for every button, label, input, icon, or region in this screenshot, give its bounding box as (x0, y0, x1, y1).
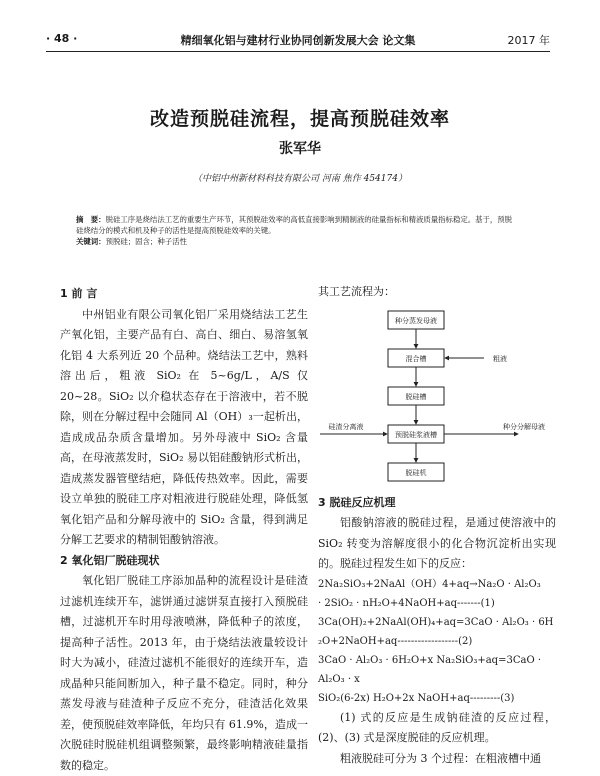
equation-line: 2Na₂SiO₃+2NaAl（OH）4+aq→Na₂O · Al₂O₃ (318, 578, 541, 590)
page-number: · 48 · (46, 32, 78, 45)
right-column (318, 282, 556, 769)
keywords: 预脱硅；固含；种子活性 (105, 237, 187, 246)
flow-intro: 其工艺流程为： (318, 285, 395, 298)
flow-label: 脱硅槽 (405, 392, 427, 401)
paragraph: 铝酸钠溶液的脱硅过程，是通过使溶液中的 SiO₂ 转变为溶解度很小的化合物沉淀析出实现的。脱硅过程发生如下的反应： (318, 516, 556, 570)
paragraph: 粗液脱硅可分为 3 个过程：在粗液槽中通 (340, 751, 541, 765)
page-header (46, 32, 550, 48)
conference-name: 精细氧化铝与建材行业协同创新发展大会 论文集 (180, 34, 416, 47)
author: 张军华 (279, 141, 321, 157)
header-rule (46, 51, 550, 52)
keywords-label: 关键词： (76, 237, 106, 246)
flow-label: 种分蒸发母液 (395, 316, 437, 325)
process-flow-diagram (318, 303, 556, 493)
left-column (60, 284, 308, 776)
equation-line: ₂O+2NaOH+aq------------------(2) (318, 635, 473, 647)
abstract (76, 214, 516, 247)
flow-output-label: 种分分解母液 (503, 422, 545, 431)
section-heading: 1 前 言 (60, 287, 98, 300)
affiliation: （中铝中州新材料科技有限公司 河南 焦作 454174） (193, 174, 407, 184)
paper-title: 改造预脱硅流程，提高预脱硅效率 (149, 108, 450, 130)
paragraph: 氧化铝厂脱硅工序添加晶种的流程设计是硅渣过滤机连续开车，滤饼通过滤饼泵直接打入预脱硅槽，过滤机开车时用母液喷淋，降低种子的浓度，提高种子活性。2013 年，由于烧结法液量较设计时大为减小，硅渣过滤机不能很好的连续开车，造成晶种只能间断加入，种子量不稳定。同时，种分蒸发母液与硅渣种子反应不充分，硅渣活化效果差，使预脱硅效率降低，年均只有 61.9%，造成一次脱硅时脱硅机组调整频繁，最终影响精液硅量指数的稳定。 (60, 574, 308, 772)
abstract-text: 脱硅工序是烧结法工艺的重要生产环节，其预脱硅效率的高低直接影响到精制液的硅量指标和精液质量指标稳定。基于，预脱硅烧结分的模式和机及种子的活性是提高预脱硅效率的关键。 (76, 215, 513, 235)
year: 2017 年 (507, 34, 550, 47)
equation-1 (318, 575, 556, 613)
equation-line: SiO₂(6-2x) H₂O+2x NaOH+aq---------(3) (318, 692, 515, 704)
paragraph: 中州铝业有限公司氧化铝厂采用烧结法工艺生产氧化铝，主要产品有白、高白、细白、易溶氢氧化铝 4 大系列近 20 个品种。烧结法工艺中，熟料溶出后，粗液 SiO₂ 在 5~6g/L，A/S 仅 20~28。SiO₂ 以介稳状态存在于溶液中，若不脱除，则在分解过程中会随同 Al（OH）₃一起析出，造成成品杂质含量增加。另外母液中 SiO₂ 含量高，在母液蒸发时，SiO₂ 易以铝硅酸钠形式析出，造成蒸发器管壁结疤，降低传热效率。因此，需要设立单独的脱硅工序对粗液进行脱硅处理，降低氢氧化铝产品和分解母液中的 SiO₂ 含量，得到满足分解工艺要求的精制铝酸钠溶液。 (60, 307, 308, 546)
section-heading: 3 脱硅反应机理 (318, 495, 396, 509)
flow-input-label: 硅渣分离液 (328, 422, 364, 431)
flow-input-label: 粗液 (493, 354, 507, 363)
flow-label: 混合槽 (405, 354, 427, 363)
flow-label: 预脱硅浆液槽 (395, 430, 437, 439)
equation-line: 3Ca(OH)₂+2NaAl(OH)₄+aq=3CaO · Al₂O₃ · 6H (318, 616, 554, 628)
section-heading: 2 氧化铝厂脱硅现状 (60, 553, 160, 567)
paragraph: (1) 式的反应是生成钠硅渣的反应过程，(2)、(3) 式是深度脱硅的反应机理。 (318, 710, 556, 744)
equation-line: · 2SiO₂ · nH₂O+4NaOH+aq-------(1) (318, 597, 495, 609)
flow-label: 脱硅机 (405, 468, 427, 477)
equation-2 (318, 613, 556, 651)
abstract-label: 摘 要： (76, 215, 106, 224)
equation-line: 3CaO · Al₂O₃ · 6H₂O+x Na₂SiO₃+aq=3CaO · Al₂O₃ · x (318, 654, 541, 685)
equation-3 (318, 651, 556, 708)
